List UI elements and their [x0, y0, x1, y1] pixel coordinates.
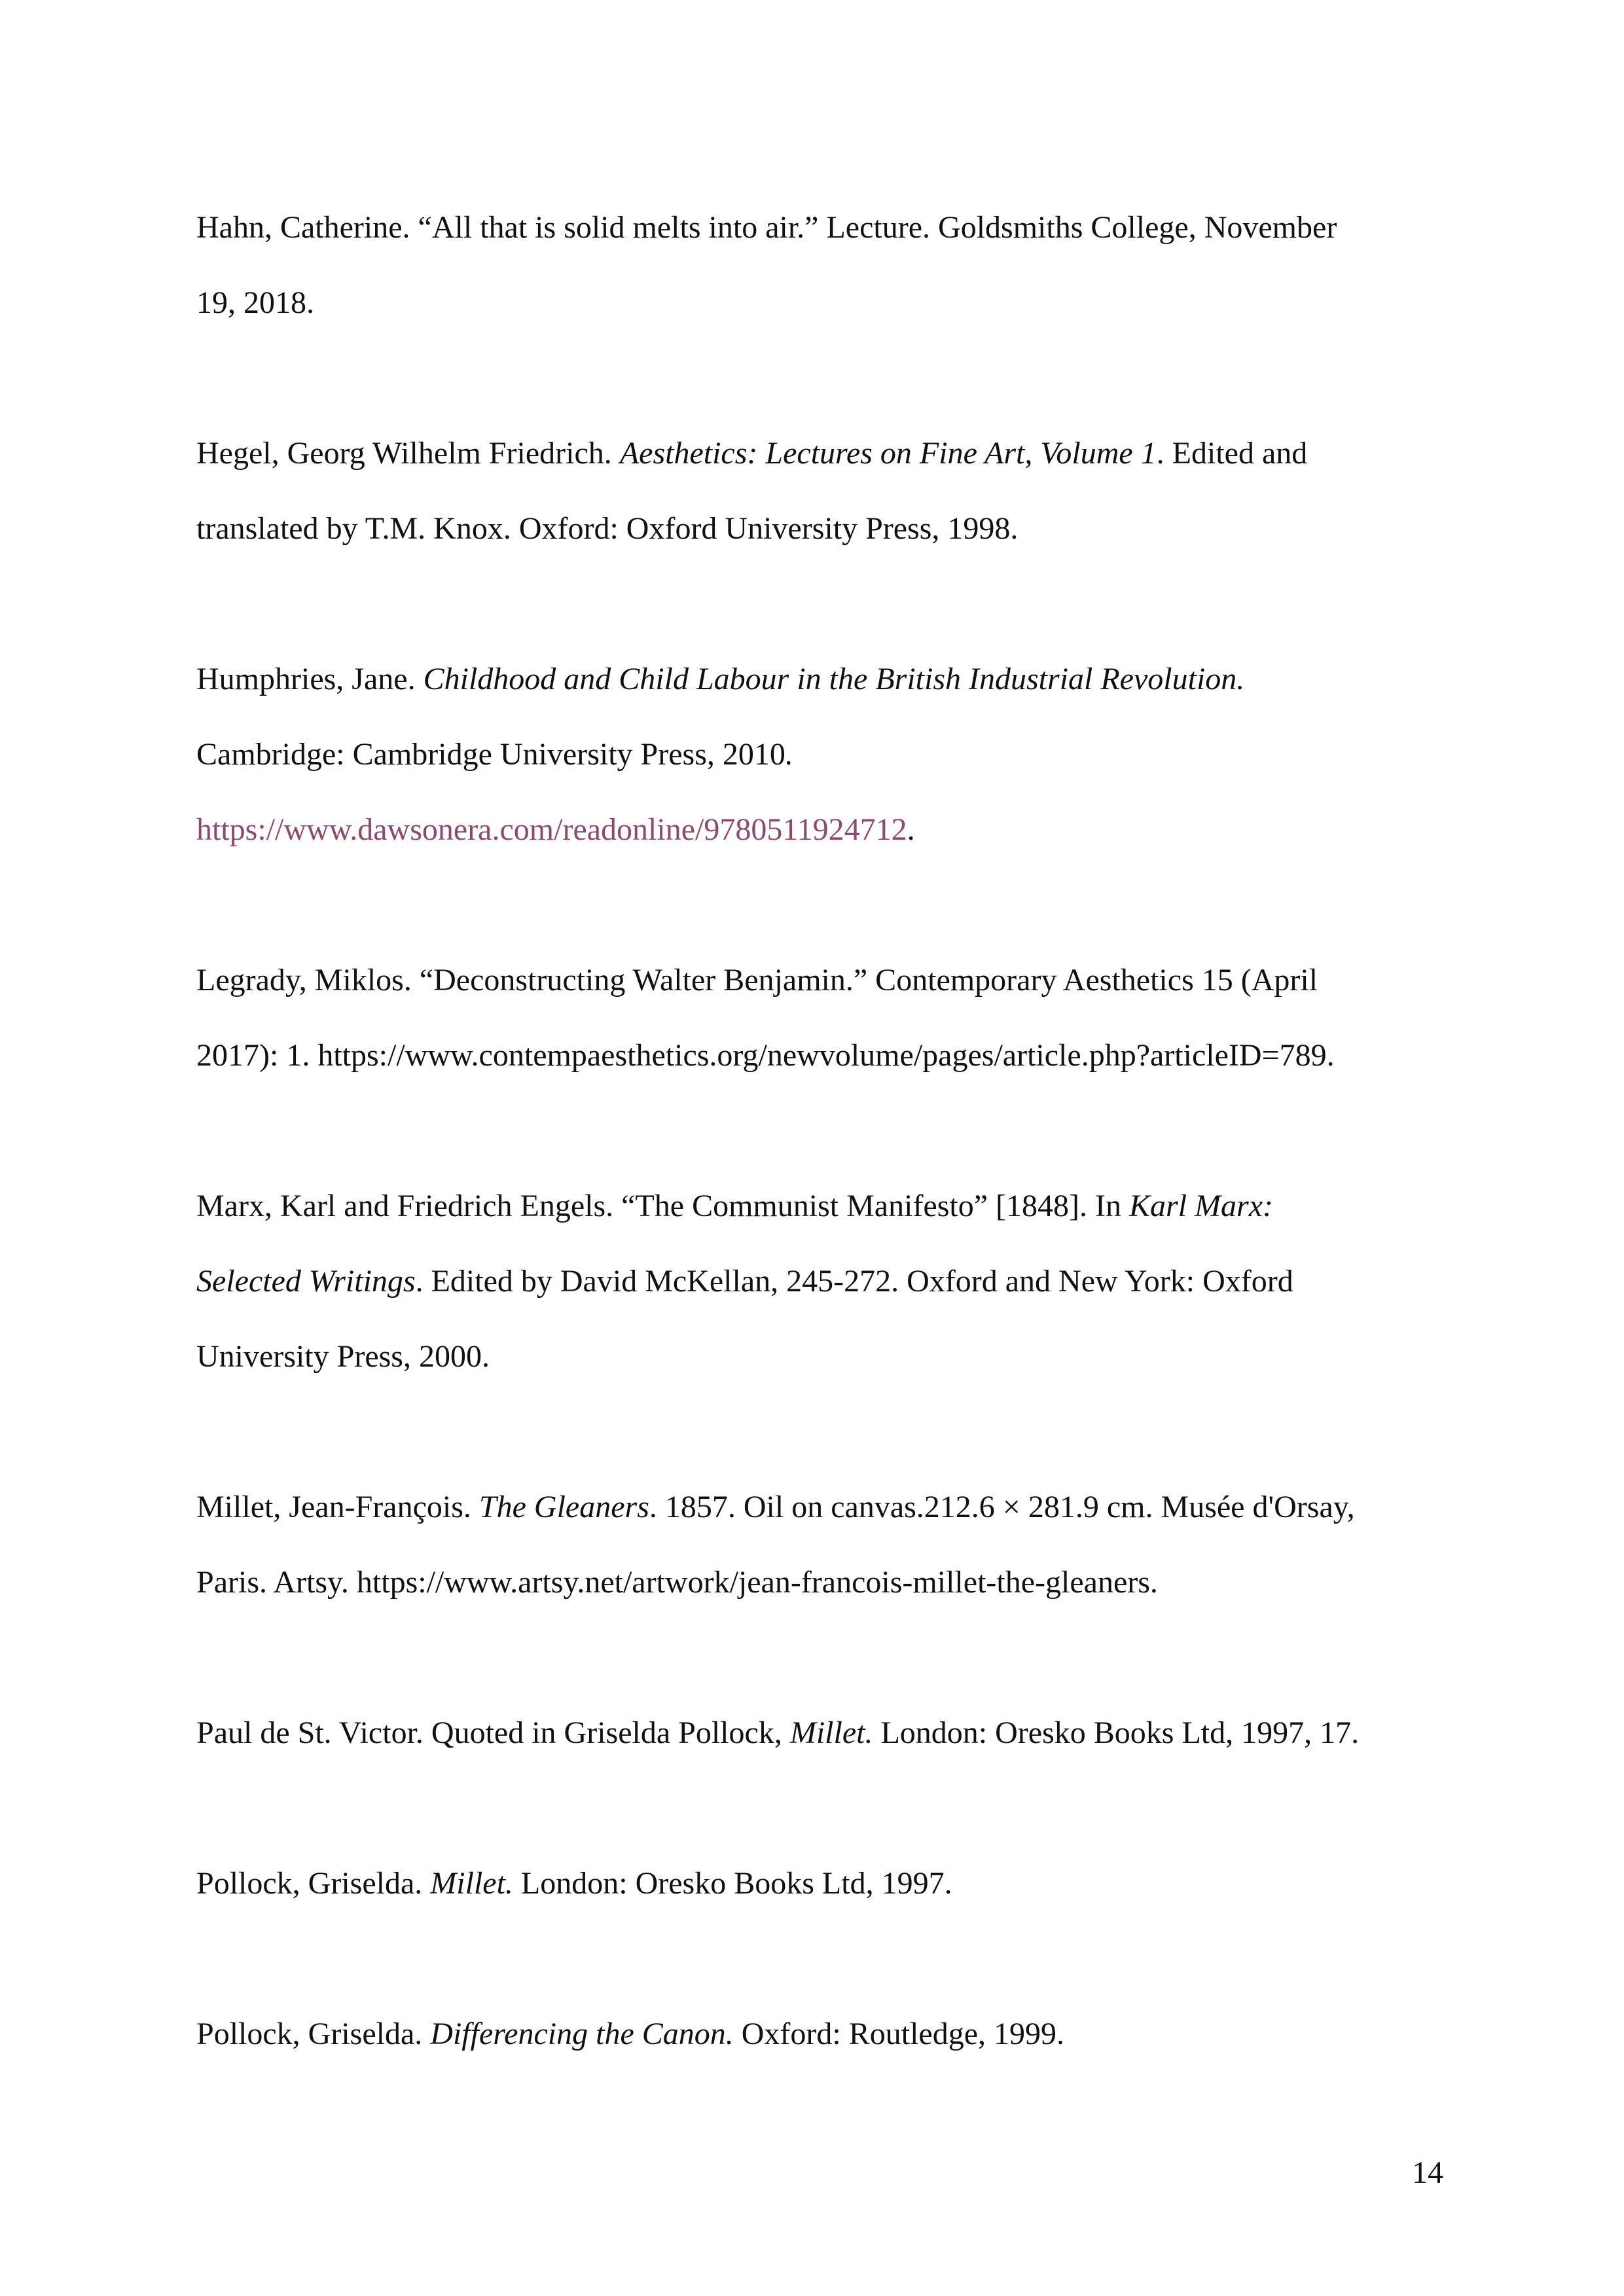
work-title: Differencing the Canon. — [430, 2017, 734, 2051]
bibliography-entry-marx — [196, 1168, 1440, 1394]
work-title: Aesthetics: Lectures on Fine Art, Volume 1 — [619, 436, 1157, 471]
entry-line: Pollock, Griselda. Differencing the Canon. Oxford: Routledge, 1999. — [196, 2017, 1065, 2051]
entry-line: Selected Writings. Edited by David McKellan, 245-272. Oxford and New York: Oxford — [196, 1264, 1293, 1299]
entry-line: translated by T.M. Knox. Oxford: Oxford University Press, 1998. — [196, 511, 1019, 546]
work-title: Selected Writings — [196, 1264, 416, 1299]
page-number: 14 — [1412, 2155, 1443, 2190]
work-title: Millet. — [789, 1715, 873, 1750]
bibliography-list — [196, 190, 1440, 2147]
entry-line: Cambridge: Cambridge University Press, 2010. — [196, 737, 793, 772]
entry-line: 2017): 1. https://www.contempaesthetics.org/newvolume/pages/article.php?articleID=789. — [196, 1038, 1335, 1073]
entry-line: Pollock, Griselda. Millet. London: Oresko Books Ltd, 1997. — [196, 1866, 952, 1901]
entry-line: Paris. Artsy. https://www.artsy.net/artwork/jean-francois-millet-the-gleaners. — [196, 1565, 1158, 1600]
entry-line: Hegel, Georg Wilhelm Friedrich. Aesthetics: Lectures on Fine Art, Volume 1. Edited and — [196, 436, 1308, 471]
bibliography-entry-st-victor — [196, 1695, 1440, 1770]
bibliography-entry-humphries — [196, 641, 1440, 867]
work-title: Childhood and Child Labour in the British Industrial Revolution. — [423, 662, 1245, 696]
work-title: Millet. — [430, 1866, 513, 1901]
bibliography-entry-pollock-canon — [196, 1996, 1440, 2072]
bibliography-entry-legrady — [196, 942, 1440, 1093]
bibliography-entry-hegel — [196, 416, 1440, 566]
work-title: Karl Marx: — [1129, 1189, 1273, 1223]
entry-line: Millet, Jean-François. The Gleaners. 1857. Oil on canvas.212.6 × 281.9 cm. Musée d'Orsay, — [196, 1490, 1355, 1524]
entry-line: https://www.dawsonera.com/readonline/9780511924712. — [196, 812, 915, 847]
entry-line: University Press, 2000. — [196, 1339, 490, 1374]
entry-line: Humphries, Jane. Childhood and Child Labour in the British Industrial Revolution. — [196, 662, 1245, 696]
entry-line: Legrady, Miklos. “Deconstructing Walter Benjamin.” Contemporary Aesthetics 15 (April — [196, 963, 1318, 997]
work-title: The Gleaners — [478, 1490, 649, 1524]
bibliography-entry-pollock-millet — [196, 1846, 1440, 1921]
bibliography-entry-millet — [196, 1469, 1440, 1620]
entry-line: Paul de St. Victor. Quoted in Griselda Pollock, Millet. London: Oresko Books Ltd, 1997, 17. — [196, 1715, 1360, 1750]
entry-line: Marx, Karl and Friedrich Engels. “The Communist Manifesto” [1848]. In Karl Marx: — [196, 1189, 1273, 1223]
bibliography-entry-hahn — [196, 190, 1440, 340]
dawsonera-link[interactable]: https://www.dawsonera.com/readonline/9780511924712 — [196, 812, 907, 847]
entry-line: Hahn, Catherine. “All that is solid melts into air.” Lecture. Goldsmiths College, November — [196, 210, 1337, 245]
entry-line: 19, 2018. — [196, 285, 314, 320]
